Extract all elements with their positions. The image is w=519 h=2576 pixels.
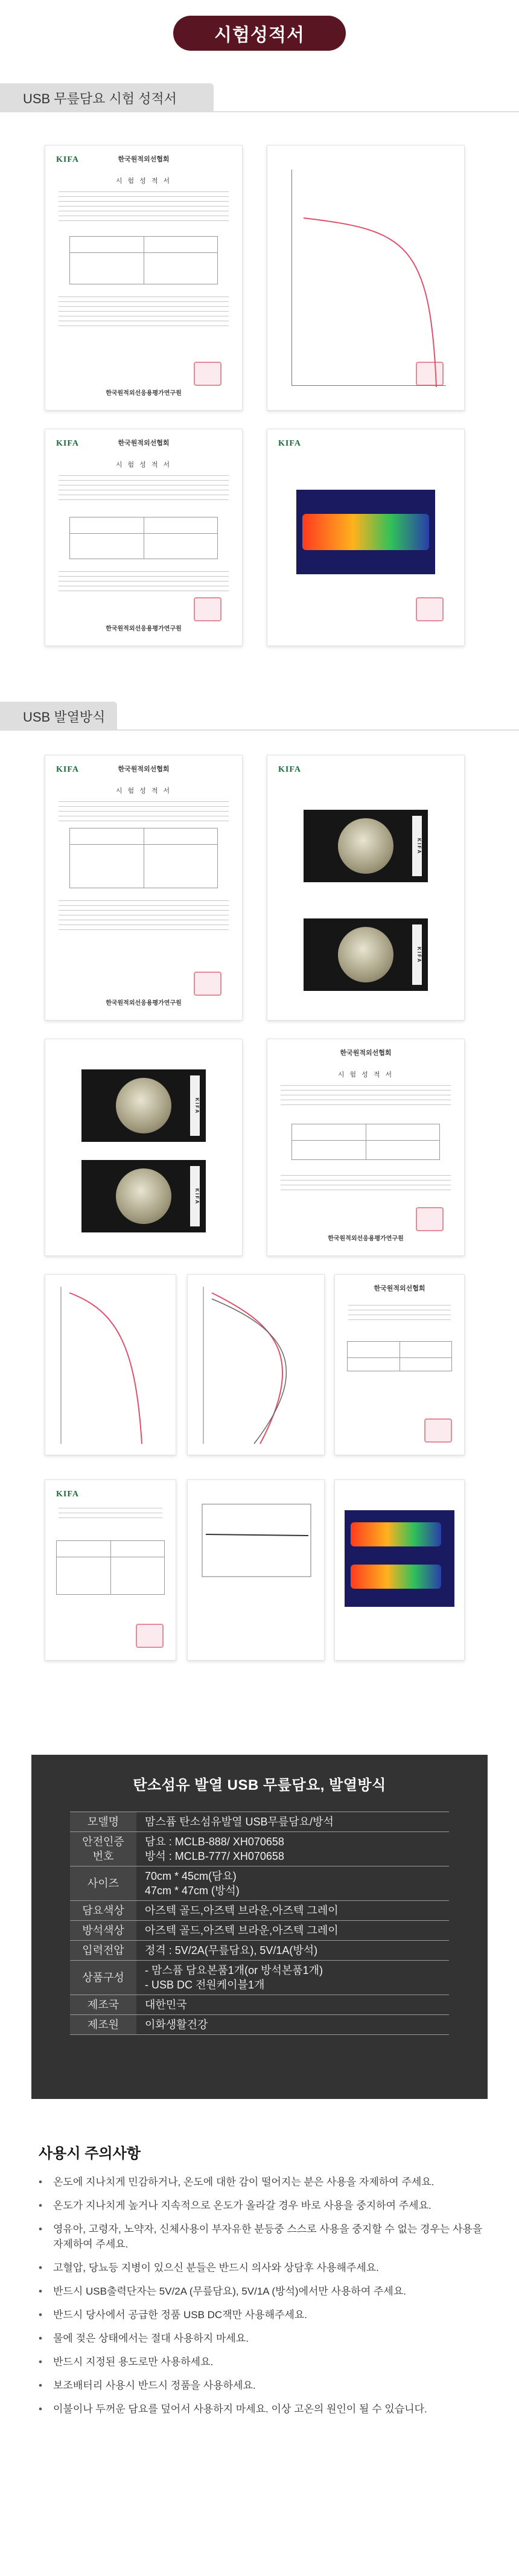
kifa-logo: KIFA xyxy=(56,439,79,448)
sample-photo: K I F A xyxy=(304,918,428,991)
official-stamp xyxy=(136,1624,164,1648)
result-table xyxy=(291,1124,440,1160)
result-table xyxy=(69,828,218,888)
result-table xyxy=(347,1341,452,1371)
chart-document-2 xyxy=(187,1274,325,1455)
section-header-usb-heating xyxy=(0,702,519,731)
kifa-logo: KIFA xyxy=(56,1490,79,1499)
document-footer: 한국원적외선응용평가연구원 xyxy=(106,390,182,397)
emission-curve xyxy=(45,1275,176,1455)
flat-curve xyxy=(188,1480,325,1661)
result-table xyxy=(56,1540,165,1595)
kifa-logo: KIFA xyxy=(278,765,301,774)
page-title: 시험성적서 xyxy=(173,16,346,51)
caution-title: 사용시 주의사항 xyxy=(39,2145,141,2162)
thermal-image-document xyxy=(267,429,465,646)
sample-photo-document xyxy=(267,755,465,1020)
kifa-logo: KIFA xyxy=(56,765,79,774)
result-table xyxy=(69,517,218,559)
caution-item: • 이불이나 두꺼운 담요를 덮어서 사용하지 마세요. 이상 고온의 원인이 될 수 있습니다. xyxy=(39,2401,485,2417)
caution-item: • 영유아, 고령자, 노약자, 신체사용이 부자유한 분등중 스스로 사용을 중지할 수 없는 경우는 사용을 자제하여 주세요. xyxy=(39,2222,485,2252)
spec-row: 입력전압 정격 : 5V/2A(무릎담요), 5V/1A(방석) xyxy=(70,1941,449,1961)
caution-item: • 온도에 지나치게 민감하거나, 온도에 대한 감이 떨어지는 분은 사용을 자제하여 주세요. xyxy=(39,2174,485,2190)
spec-panel xyxy=(31,1755,488,2099)
spec-row: 담요색상 아즈텍 골드,아즈텍 브라운,아즈텍 그레이 xyxy=(70,1901,449,1921)
issuer-name: 한국원적외선협회 xyxy=(118,156,170,163)
caution-item: • 반드시 지정된 용도로만 사용하세요. xyxy=(39,2354,485,2369)
official-stamp xyxy=(194,972,221,996)
official-stamp xyxy=(416,597,444,621)
caution-item: • 물에 젖은 상태에서는 절대 사용하지 마세요. xyxy=(39,2331,485,2346)
page-title-area xyxy=(0,0,519,65)
sample-photo: K I F A xyxy=(81,1160,206,1232)
sample-photo: K I F A xyxy=(304,810,428,882)
chart-document-3 xyxy=(187,1479,325,1661)
official-stamp xyxy=(194,362,221,386)
caution-item: • 반드시 당사에서 공급한 정품 USB DC잭만 사용해주세요. xyxy=(39,2307,485,2322)
section-title-usb-heating: USB 발열방식 xyxy=(23,709,106,725)
official-stamp xyxy=(416,1207,444,1231)
caution-list xyxy=(39,2174,485,2417)
caution-item: • 보조배터리 사용시 반드시 정품을 사용하세요. xyxy=(39,2378,485,2393)
result-table xyxy=(69,236,218,284)
spec-row: 안전인증 번호 담요 : MCLB-888/ XH070658 방석 : MCLB-777/ XH070658 xyxy=(70,1832,449,1866)
document-footer: 한국원적외선응용평가연구원 xyxy=(328,1235,404,1242)
thermal-image xyxy=(296,490,435,574)
official-stamp xyxy=(424,1418,452,1443)
spec-table xyxy=(70,1812,449,2035)
spec-title: 탄소섬유 발열 USB 무릎담요, 발열방식 xyxy=(133,1777,386,1793)
spec-row: 제조국 대한민국 xyxy=(70,1995,449,2015)
issuer-name: 한국원적외선협회 xyxy=(374,1285,425,1292)
spec-row: 모델명 맘스퓸 탄소섬유발열 USB무릎담요/방석 xyxy=(70,1812,449,1832)
document-title: 시 험 성 적 서 xyxy=(115,787,172,795)
spec-row: 제조원 이화생활건강 xyxy=(70,2015,449,2035)
spec-row: 방석색상 아즈텍 골드,아즈텍 브라운,아즈텍 그레이 xyxy=(70,1921,449,1941)
issuer-name: 한국원적외선협회 xyxy=(118,766,170,773)
chart-document-1 xyxy=(45,1274,176,1455)
document-title: 시 험 성 적 서 xyxy=(337,1071,394,1078)
issuer-name: 한국원적외선협회 xyxy=(118,440,170,447)
heating-certificate-document xyxy=(45,755,243,1020)
caution-item: • 온도가 지나치게 높거나 지속적으로 온도가 올라갈 경우 바로 사용을 중지하여 주세요. xyxy=(39,2198,485,2213)
document-footer: 한국원적외선응용평가연구원 xyxy=(106,1000,182,1007)
sample-photo-document-2 xyxy=(45,1039,243,1256)
caution-item: • 반드시 USB출력단자는 5V/2A (무릎담요), 5V/1A (방석)에서만 사용하여 주세요. xyxy=(39,2284,485,2299)
document-title: 시 험 성 적 서 xyxy=(115,461,172,469)
document-title: 시 험 성 적 서 xyxy=(115,178,172,185)
spectrum-chart-document xyxy=(267,145,465,411)
official-stamp xyxy=(194,597,221,621)
document-footer: 한국원적외선응용평가연구원 xyxy=(106,626,182,632)
sample-photo: K I F A xyxy=(81,1069,206,1142)
thermal-image xyxy=(345,1510,454,1607)
emission-curve xyxy=(188,1275,325,1455)
certificate-document xyxy=(45,145,243,411)
certificate-document-2 xyxy=(45,429,243,646)
kifa-logo: KIFA xyxy=(56,155,79,164)
section-title-usb-blanket: USB 무릎담요 시험 성적서 xyxy=(23,91,177,106)
section-header-usb-blanket xyxy=(0,83,519,112)
certificate-document-small xyxy=(334,1274,465,1455)
caution-section xyxy=(39,2141,485,2425)
issuer-name: 한국원적외선협회 xyxy=(340,1049,392,1057)
official-stamp xyxy=(416,362,444,386)
caution-item: • 고혈압, 당뇨등 지병이 있으신 분들은 반드시 의사와 상담후 사용해주세요. xyxy=(39,2260,485,2275)
kifa-logo: KIFA xyxy=(278,439,301,448)
spec-row: 사이즈 70cm * 45cm(담요) 47cm * 47cm (방석) xyxy=(70,1866,449,1901)
thermal-image-document-2 xyxy=(334,1479,465,1661)
heating-certificate-document-2 xyxy=(267,1039,465,1256)
data-table-document xyxy=(45,1479,176,1661)
spec-row: 상품구성 - 맘스퓸 담요본품1개(or 방석본품1개) - USB DC 전원케이블1개 xyxy=(70,1961,449,1995)
